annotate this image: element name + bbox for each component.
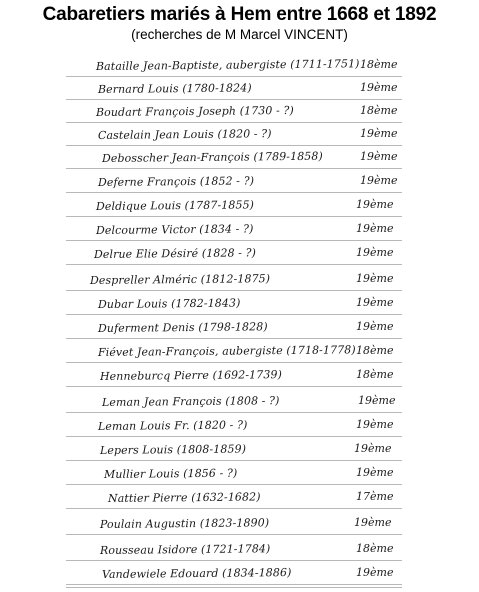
entry-century: 19ème [356, 418, 394, 431]
entry-name: Vandewiele Edouard (1834-1886) [101, 566, 292, 581]
list-item [66, 57, 402, 84]
list-item [66, 248, 402, 272]
list-item [66, 176, 402, 200]
entry-name: Poulain Augustin (1823-1890) [99, 516, 270, 531]
entry-name: Mullier Louis (1856 - ?) [103, 466, 238, 481]
entry-century: 19ème [358, 394, 396, 407]
entry-century: 19ème [356, 222, 394, 235]
entry-century: 19ème [356, 296, 394, 309]
entry-century: 18ème [356, 344, 394, 357]
list-item [66, 568, 402, 592]
entry-century: 17ème [356, 490, 394, 503]
list-item [66, 149, 402, 176]
ruled-line [66, 587, 402, 588]
list-item [66, 444, 402, 468]
entry-century: 19ème [354, 442, 392, 455]
entry-century: 19ème [354, 516, 392, 529]
list-item [66, 370, 402, 394]
entry-century: 19ème [356, 466, 394, 479]
list-item [66, 544, 402, 568]
entry-name: Fiévet Jean-François, aubergiste (1718-1778) [97, 343, 356, 359]
list-item [66, 224, 402, 248]
entry-name: Bernard Louis (1780-1824) [97, 81, 252, 96]
entry-name: Delrue Elie Désiré (1828 - ?) [93, 246, 257, 261]
list-item [66, 200, 402, 224]
entry-name: Leman Louis Fr. (1820 - ?) [97, 418, 248, 433]
list-item [66, 420, 402, 444]
handwritten-list [66, 52, 402, 591]
entry-name: Castelain Jean Louis (1820 - ?) [97, 127, 272, 142]
page-title: Cabaretiers mariés à Hem entre 1668 et 1892 [42, 4, 437, 25]
entry-name: Bataille Jean-Baptiste, aubergiste (1711-1751) [95, 57, 360, 73]
entry-name: Henneburcq Pierre (1692-1739) [99, 368, 283, 383]
entry-name: Boudart François Joseph (1730 - ?) [95, 103, 294, 119]
list-item [66, 343, 402, 370]
entry-name: Leman Jean François (1808 - ?) [101, 394, 280, 409]
entry-century: 19ème [356, 198, 394, 211]
list-item [66, 518, 402, 542]
entry-century: 19ème [356, 566, 394, 579]
entry-century: 18ème [356, 368, 394, 381]
entry-century: 19ème [360, 174, 398, 187]
entry-century: 18ème [360, 104, 398, 117]
entry-century: 19ème [356, 272, 394, 285]
list-item [66, 274, 402, 298]
entry-century: 19ème [360, 150, 398, 163]
entry-century: 19ème [356, 246, 394, 259]
entry-century: 19ème [360, 127, 398, 140]
entry-century: 19ème [360, 81, 398, 94]
list-item [66, 129, 402, 153]
entry-name: Lepers Louis (1808-1859) [99, 442, 247, 457]
entry-name: Deferne François (1852 - ?) [97, 174, 255, 189]
entry-name: Delcourme Victor (1834 - ?) [95, 222, 254, 237]
entry-name: Rousseau Isidore (1721-1784) [99, 542, 271, 557]
list-item [66, 396, 402, 420]
entry-name: Despreller Alméric (1812-1875) [89, 272, 271, 287]
list-item [66, 298, 402, 322]
entry-name: Duferment Denis (1798-1828) [97, 320, 268, 335]
page-subtitle: (recherches de M Marcel VINCENT) [131, 27, 348, 42]
list-item [66, 103, 402, 130]
list-item [66, 492, 402, 516]
list-item [66, 468, 402, 492]
entry-name: Debosscher Jean-François (1789-1858) [101, 149, 323, 165]
entry-century: 18ème [356, 542, 394, 555]
entry-century: 18ème [360, 58, 398, 71]
list-item [66, 83, 402, 107]
entry-name: Dubar Louis (1782-1843) [97, 296, 241, 311]
entry-name: Deldique Louis (1787-1855) [95, 198, 255, 213]
entry-century: 19ème [356, 320, 394, 333]
entry-name: Nattier Pierre (1632-1682) [107, 490, 261, 505]
